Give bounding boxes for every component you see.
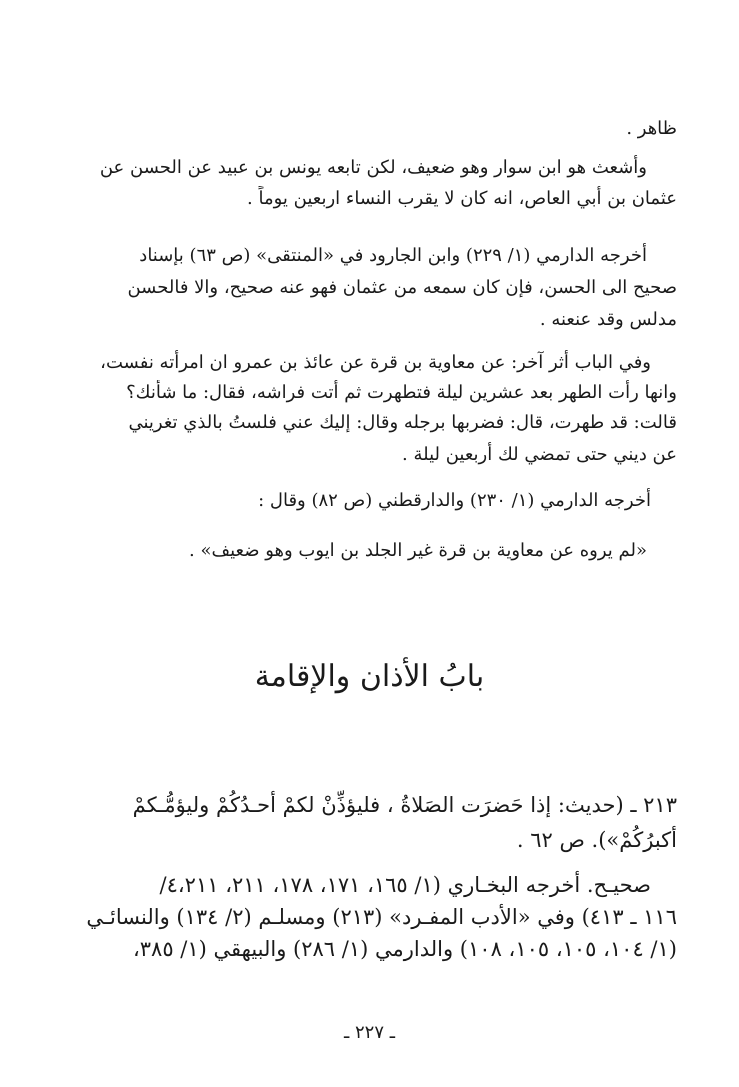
chapter-heading: بابُ الأذان والإقامة: [254, 659, 485, 694]
text-line-3: عثمان بن أبي العاص، انه كان لا يقرب النساء اربعين يوماً .: [247, 188, 677, 209]
text-line-7: وفي الباب أثر آخر: عن معاوية بن قرة عن عائذ بن عمرو ان امرأته نفست،: [100, 352, 651, 373]
page-number: ـ ٢٢٧ ـ: [343, 1022, 395, 1043]
text-line-10: عن ديني حتى تمضي لك أربعين ليلة .: [402, 444, 677, 465]
text-line-2: وأشعث هو ابن سوار وهو ضعيف، لكن تابعه يونس بن عبيد عن الحسن عن: [99, 157, 647, 178]
hadith-line-1: ٢١٣ ـ (حديث: إذا حَضرَت الصَلاةُ ، فليؤذِّنْ لكمْ أحـدُكُمْ وليؤمُّـكمْ: [132, 793, 677, 817]
text-line-6: مدلس وقد عنعنه .: [539, 309, 677, 330]
text-line-12: «لم يروه عن معاوية بن قرة غير الجلد بن ايوب وهو ضعيف» .: [189, 540, 647, 561]
text-line-1: ظاهر .: [626, 118, 677, 139]
text-line-4: أخرجه الدارمي (١/ ٢٢٩) وابن الجارود في «المنتقى» (ص ٦٣) بإسناد: [139, 245, 647, 266]
takhrij-line-3: (١/ ١٠٤، ١٠٥، ١٠٥، ١٠٨) والدارمي (١/ ٢٨٦) والبيهقي (١/ ٣٨٥،: [132, 937, 677, 961]
text-line-9: قالت: قد طهرت، قال: فضربها برجله وقال: إليك عني فلستُ بالذي تغريني: [128, 412, 677, 433]
takhrij-line-2: ١١٦ ـ ٤١٣) وفي «الأدب المفـرد» (٢١٣) ومسلـم (٢/ ١٣٤) والنسائـي: [86, 905, 677, 929]
takhrij-line-1: صحيـح. أخرجه البخـاري (١/ ١٦٥، ١٧١، ١٧٨، ٢١١، ٤،٢١١/: [159, 873, 651, 897]
text-line-8: وانها رأت الطهر بعد عشرين ليلة فتطهرت ثم أتت فراشه، فقال: ما شأنك؟: [126, 382, 677, 403]
text-line-5: صحيح الى الحسن، فإن كان سمعه من عثمان فهو عنه صحيح، والا فالحسن: [127, 277, 677, 298]
hadith-line-2: أكبرُكُمْ»). ص ٦٢ .: [516, 828, 677, 852]
text-line-11: أخرجه الدارمي (١/ ٢٣٠) والدارقطني (ص ٨٢) وقال :: [258, 490, 651, 511]
